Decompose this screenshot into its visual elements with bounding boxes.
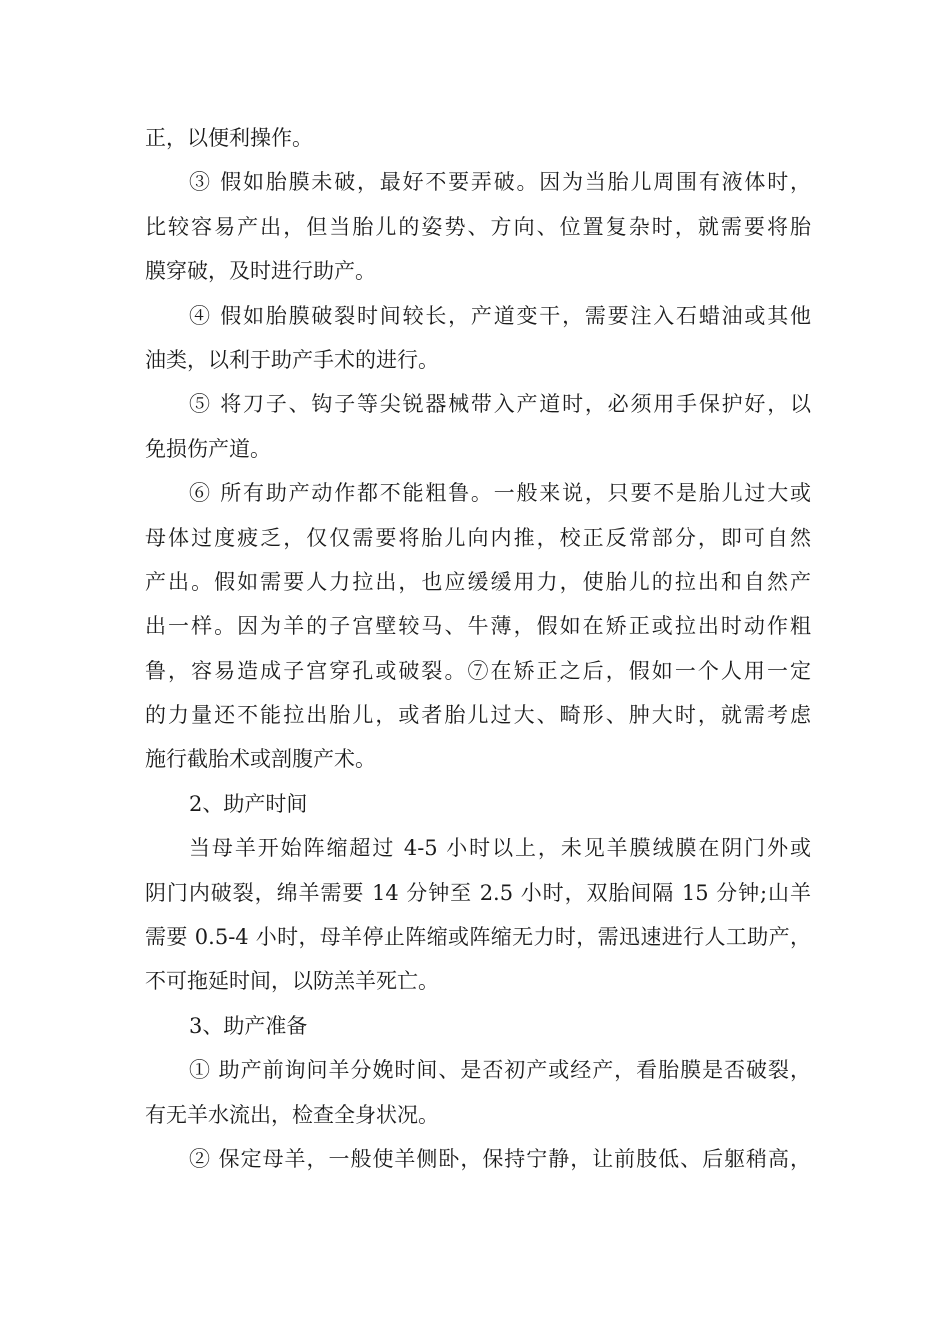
text-line: 膜穿破，及时进行助产。 — [145, 259, 376, 284]
text-line: ① 助产前询问羊分娩时间、是否初产或经产，看胎膜是否破裂， — [189, 1058, 811, 1083]
text-line: 的力量还不能拉出胎儿，或者胎儿过大、畸形、肿大时，就需考虑 — [145, 703, 811, 728]
text-line: 不可拖延时间，以防羔羊死亡。 — [145, 969, 439, 994]
text-line: 2、助产时间 — [189, 791, 308, 816]
text-line: ③ 假如胎膜未破，最好不要弄破。因为当胎儿周围有液体时， — [189, 170, 811, 195]
text-line: ② 保定母羊，一般使羊侧卧，保持宁静，让前肢低、后躯稍高， — [189, 1146, 811, 1171]
text-line: 需要 0.5-4 小时，母羊停止阵缩或阵缩无力时，需迅速进行人工助产， — [145, 925, 811, 950]
text-line: 正，以便利操作。 — [145, 126, 313, 150]
text-line: 产出。假如需要人力拉出，也应缓缓用力，使胎儿的拉出和自然产 — [145, 569, 811, 594]
text-line: 免损伤产道。 — [145, 436, 271, 461]
text-line: 比较容易产出，但当胎儿的姿势、方向、位置复杂时，就需要将胎 — [145, 214, 811, 239]
text-line: ⑤ 将刀子、钩子等尖锐器械带入产道时，必须用手保护好，以 — [189, 392, 811, 417]
text-line: 施行截胎术或剖腹产术。 — [145, 747, 376, 772]
text-line: 阴门内破裂，绵羊需要 14 分钟至 2.5 小时，双胎间隔 15 分钟;山羊 — [145, 880, 811, 905]
text-line: 3、助产准备 — [189, 1013, 308, 1038]
text-line: 有无羊水流出，检查全身状况。 — [145, 1102, 439, 1127]
text-line: 油类，以利于助产手术的进行。 — [145, 347, 439, 372]
text-line: 出一样。因为羊的子宫壁较马、牛薄，假如在矫正或拉出时动作粗 — [145, 614, 811, 639]
text-line: 当母羊开始阵缩超过 4-5 小时以上，未见羊膜绒膜在阴门外或 — [189, 836, 811, 861]
text-line: 鲁，容易造成子宫穿孔或破裂。⑦在矫正之后，假如一个人用一定 — [145, 658, 811, 683]
text-line: ⑥ 所有助产动作都不能粗鲁。一般来说，只要不是胎儿过大或 — [189, 481, 811, 506]
document-body — [145, 116, 811, 1181]
text-line: ④ 假如胎膜破裂时间较长，产道变干，需要注入石蜡油或其他 — [189, 303, 811, 328]
text-line: 母体过度疲乏，仅仅需要将胎儿向内推，校正反常部分，即可自然 — [145, 525, 811, 550]
